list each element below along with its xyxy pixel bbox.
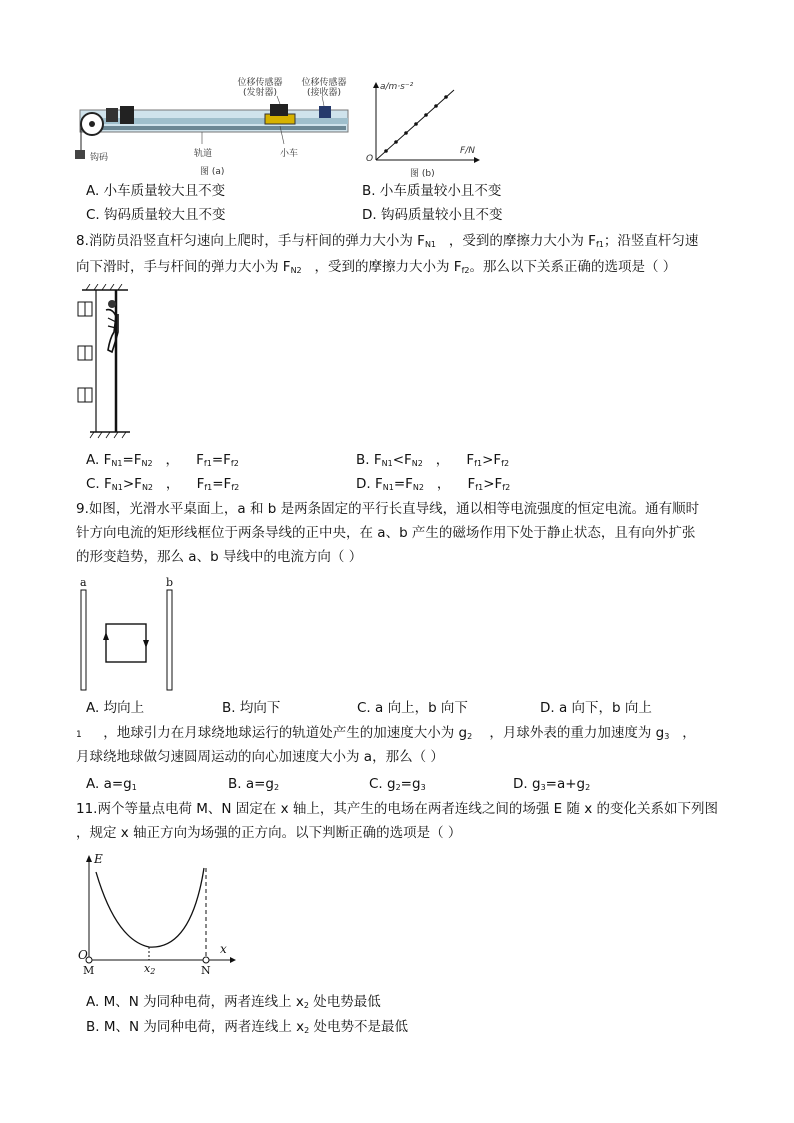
transmitter-icon — [270, 104, 288, 116]
q9-option-c[interactable]: C. a 向上，b 向下 — [357, 700, 468, 716]
q8-opt-text: ， — [165, 476, 180, 492]
firefighter-pole-figure — [76, 284, 132, 440]
q10-text: ，月球外表的重力加速度为 g — [489, 725, 665, 741]
q8-opt-sub: N2 — [411, 459, 423, 468]
weight-label: 钩码 — [90, 153, 109, 163]
q11-opt-text: A. M、N 为同种电荷，两者连线上 x — [86, 994, 304, 1010]
q8-opt-sub: f2 — [231, 483, 240, 492]
q8-opt-text: <F — [392, 452, 412, 468]
q8-opt-text: =F — [211, 452, 231, 468]
q8-opt-text: F — [196, 452, 204, 468]
q8-option-d[interactable] — [356, 474, 510, 498]
q8-opt-sub: f1 — [203, 459, 212, 468]
q8-option-a[interactable] — [86, 450, 239, 474]
q9-option-a[interactable]: A. 均向上 — [86, 700, 145, 716]
q8-opt-sub: N1 — [111, 483, 123, 492]
q8-sub: N1 — [424, 240, 437, 249]
q10-opt-sub: 2 — [585, 783, 591, 792]
figure-a-caption: 图 (a) — [200, 167, 225, 177]
q8-text: 8.消防员沿竖直杆匀速向上爬时，手与杆间的弹力大小为 F — [76, 233, 425, 249]
q10-text: ，地球引力在月球绕地球运行的轨道处产生的加速度大小为 g — [103, 725, 468, 741]
q8-opt-sub: N2 — [141, 483, 154, 492]
transmitter-label-1: 位移传感器 — [237, 78, 283, 88]
x-axis-arrow-icon — [230, 957, 236, 963]
q11-opt-text: 处电势不是最低 — [309, 1019, 409, 1035]
q8-opt-text: ， — [436, 476, 451, 492]
q10-text: ， — [682, 725, 696, 741]
q8-opt-text: =F — [212, 476, 232, 492]
origin-label: O — [78, 948, 88, 962]
q8-opt-sub: N1 — [381, 459, 393, 468]
y-axis-label: E — [94, 852, 103, 866]
q11-stem-line-1: 11.两个等量点电荷 M、N 固定在 x 轴上，其产生的电场在两者连线之间的场强 E 随 x 的变化关系如下列图 — [76, 801, 719, 817]
q8-opt-sub: f2 — [501, 459, 510, 468]
q10-sub: 3 — [664, 732, 670, 741]
receiver-label-2: (接收器) — [306, 88, 342, 98]
q8-opt-sub: N2 — [141, 459, 153, 468]
q8-opt-text: F — [466, 452, 475, 468]
wire-a — [81, 590, 86, 690]
x2-label-sub: 2 — [150, 967, 156, 976]
charge-n-icon — [203, 957, 209, 963]
q8-option-b[interactable] — [356, 450, 509, 474]
q8-opt-text: C. F — [86, 476, 112, 492]
q9-option-d[interactable]: D. a 向下，b 向上 — [540, 700, 652, 716]
q8-text: ；沿竖直杆匀速 — [603, 233, 699, 249]
q8-opt-sub: f2 — [230, 459, 239, 468]
q7-option-c[interactable]: C. 钩码质量较大且不变 — [86, 207, 226, 223]
q8-opt-text: ， — [165, 452, 179, 468]
q10-option-d[interactable] — [513, 774, 590, 798]
q11-stem-line-2: ，规定 x 轴正方向为场强的正方向。以下判断正确的选项是（ ） — [76, 825, 462, 841]
q10-opt-sub: 3 — [420, 783, 426, 792]
cart-label: 小车 — [280, 149, 299, 159]
q10-opt-sub: 2 — [395, 783, 401, 792]
receiver-icon — [319, 106, 331, 118]
q7-option-b[interactable]: B. 小车质量较小且不变 — [362, 183, 502, 199]
q10-stem-line-1 — [76, 722, 696, 748]
q8-sub: f1 — [595, 240, 604, 249]
q10-opt-text: B. a=g — [228, 776, 274, 792]
q8-option-c[interactable] — [86, 474, 239, 498]
y-axis-arrow-icon — [86, 855, 92, 862]
e-curve — [96, 868, 204, 947]
q8-opt-text: B. F — [356, 452, 382, 468]
q10-opt-text: =g — [400, 776, 421, 792]
e-x-graph — [76, 850, 246, 980]
q10-opt-sub: 3 — [540, 783, 546, 792]
charge-n-label: N — [201, 964, 211, 977]
q8-opt-sub: f2 — [502, 483, 511, 492]
wire-a-label: a — [80, 576, 87, 589]
origin-label: O — [366, 154, 374, 164]
q9-option-b[interactable]: B. 均向下 — [222, 700, 281, 716]
q8-opt-text: D. F — [356, 476, 383, 492]
q10-option-a[interactable] — [86, 774, 137, 798]
q8-text: 向下滑时，手与杆间的弹力大小为 F — [76, 259, 291, 275]
x2-label-main: x — [144, 962, 151, 975]
hook-weight-icon — [75, 150, 85, 159]
q7-figure-b — [362, 80, 482, 180]
wires-loop-figure — [76, 576, 186, 694]
q11-option-a[interactable] — [86, 992, 381, 1016]
up-arrow-icon — [103, 632, 109, 640]
rectangular-loop — [106, 624, 146, 662]
q10-opt-sub: 2 — [274, 783, 280, 792]
q10-option-c[interactable] — [369, 774, 426, 798]
q8-opt-sub: f1 — [474, 459, 483, 468]
q8-sub: f2 — [461, 266, 470, 275]
q8-opt-text: =F — [393, 476, 413, 492]
q8-opt-text: F — [467, 476, 476, 492]
q8-text: ，受到的摩擦力大小为 F — [314, 259, 462, 275]
figure-b-caption: 图 (b) — [410, 169, 435, 179]
q8-stem-line-1 — [76, 230, 698, 256]
down-arrow-icon — [143, 640, 149, 648]
q11-option-b[interactable] — [86, 1017, 408, 1041]
wire-b-label: b — [166, 576, 174, 589]
q8-opt-sub: N1 — [111, 459, 123, 468]
q9-stem-line-3: 的形变趋势，那么 a、b 导线中的电流方向（ ） — [76, 549, 363, 565]
q8-text: 。那么以下关系正确的选项是（ ） — [469, 259, 677, 275]
q8-opt-sub: f1 — [204, 483, 213, 492]
q8-opt-sub: N2 — [412, 483, 424, 492]
q11-opt-sub: 2 — [303, 1001, 309, 1010]
q10-opt-text: D. g — [513, 776, 541, 792]
q11-opt-text: B. M、N 为同种电荷，两者连线上 x — [86, 1019, 305, 1035]
receiver-label-1: 位移传感器 — [301, 78, 347, 88]
q8-opt-text: ， — [435, 452, 450, 468]
x2-label — [144, 962, 155, 976]
a-f-graph — [362, 80, 482, 180]
q8-opt-sub: f1 — [475, 483, 484, 492]
q10-stem-line-2: 月球绕地球做匀速圆周运动的向心加速度大小为 a，那么（ ） — [76, 749, 444, 765]
q8-opt-text: >F — [122, 476, 142, 492]
q8-opt-text: F — [196, 476, 205, 492]
q8-opt-text: A. F — [86, 452, 112, 468]
q11-opt-sub: 2 — [304, 1026, 310, 1035]
q8-stem-line-2 — [76, 256, 676, 282]
q8-sub: N2 — [290, 266, 302, 275]
q11-opt-text: 处电势最低 — [309, 994, 381, 1010]
q10-opt-text: A. a=g — [86, 776, 132, 792]
transmitter-label-2: (发射器) — [242, 88, 278, 98]
q10-number: 1 — [76, 730, 82, 740]
q10-opt-sub: 1 — [131, 783, 137, 792]
q8-opt-text: =F — [122, 452, 142, 468]
charge-m-label: M — [83, 964, 95, 977]
x-axis-label: F/N — [460, 146, 475, 156]
q7-figure-a — [72, 74, 352, 178]
q9-stem-line-1: 9.如图，光滑水平桌面上，a 和 b 是两条固定的平行长直导线，通以相等电流强度的恒定电流。通有顺时 — [76, 501, 700, 517]
x-axis-label: x — [220, 942, 227, 956]
q7-option-a[interactable]: A. 小车质量较大且不变 — [86, 183, 226, 199]
q10-sub: 2 — [467, 732, 473, 741]
q8-opt-text: >F — [482, 452, 502, 468]
q10-opt-text: C. g — [369, 776, 396, 792]
q8-opt-text: >F — [483, 476, 503, 492]
q9-stem-line-2: 针方向电流的矩形线框位于两条导线的正中央，在 a、b 产生的磁场作用下处于静止状态，且有向外扩张 — [76, 525, 696, 541]
q8-text: ，受到的摩擦力大小为 F — [448, 233, 596, 249]
q7-option-d[interactable]: D. 钩码质量较小且不变 — [362, 207, 503, 223]
q8-opt-sub: N1 — [382, 483, 394, 492]
q10-opt-text: =a+g — [545, 776, 586, 792]
track-label: 轨道 — [194, 149, 213, 159]
q10-option-b[interactable] — [228, 774, 279, 798]
y-axis-label: a/m·s⁻² — [380, 82, 414, 92]
wire-b — [167, 590, 172, 690]
